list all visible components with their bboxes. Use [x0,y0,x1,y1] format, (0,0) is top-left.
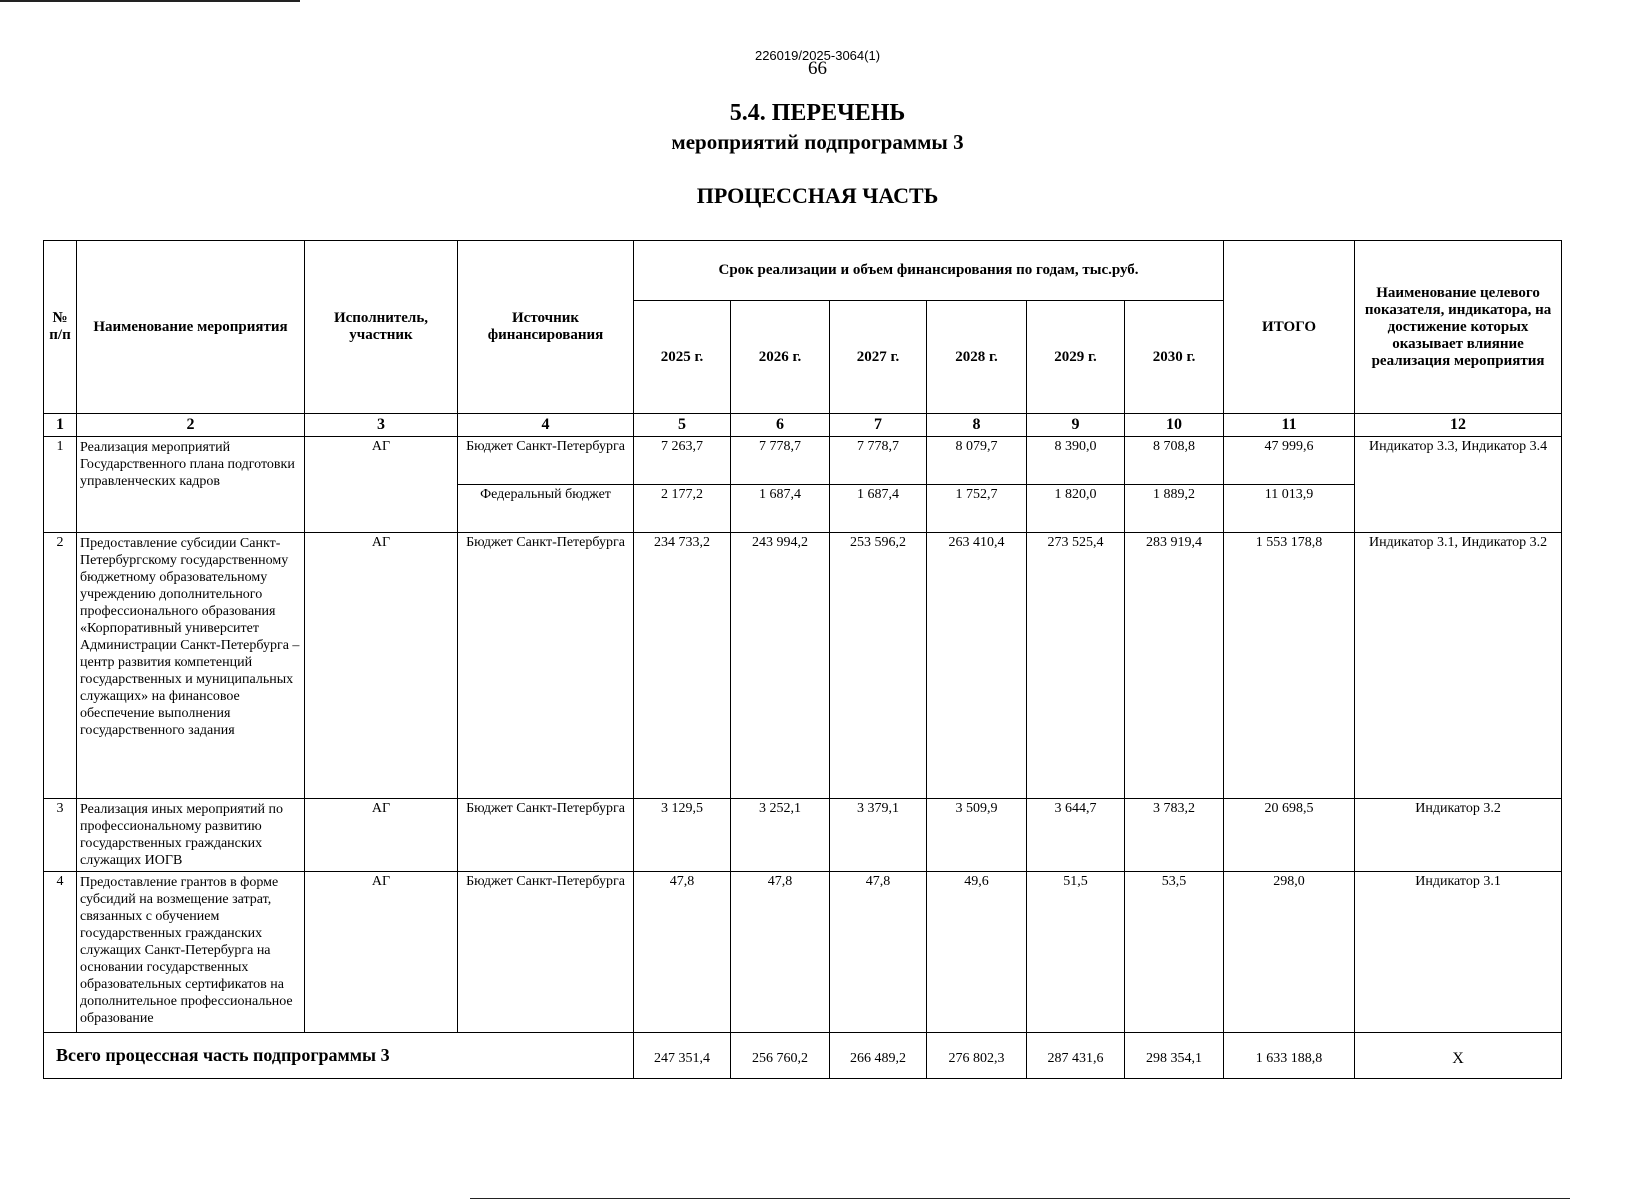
column-number: 4 [458,414,634,437]
row-value-2025: 7 263,7 [634,437,731,485]
row-source: Федеральный бюджет [458,485,634,533]
row-value-2029: 1 820,0 [1027,485,1125,533]
column-number-row [44,414,1562,437]
row-value-2026: 243 994,2 [731,533,830,799]
row-value-2029: 3 644,7 [1027,799,1125,872]
row-total: 1 553 178,8 [1224,533,1355,799]
header-year-2029: 2029 г. [1027,301,1125,414]
column-number: 7 [830,414,927,437]
row-source: Бюджет Санкт-Петербурга [458,437,634,485]
row-num: 2 [44,533,77,799]
row-value-2030: 8 708,8 [1125,437,1224,485]
row-name: Предоставление субсидии Санкт-Петербургскому государственному бюджетному образовательному учреждению дополнительного профессионального образования «Корпоративный университет Администрации Санкт-Петербурга – центр развития компетенций государственных и муниципальных служащих» на финансовое обеспечение выполнения государственного задания [77,533,305,799]
row-value-2027: 7 778,7 [830,437,927,485]
section-title: 5.4. ПЕРЕЧЕНЬ [729,100,906,126]
row-value-2027: 1 687,4 [830,485,927,533]
row-total: 11 013,9 [1224,485,1355,533]
part-title: ПРОЦЕССНАЯ ЧАСТЬ [696,183,939,208]
row-value-2027: 253 596,2 [830,533,927,799]
column-number: 1 [44,414,77,437]
row-value-2025: 234 733,2 [634,533,731,799]
row-name: Реализация иных мероприятий по профессиональному развитию государственных гражданских служащих ИОГВ [77,799,305,872]
row-indicator: Индикатор 3.2 [1355,799,1562,872]
row-value-2027: 47,8 [830,872,927,1033]
row-value-2028: 49,6 [927,872,1027,1033]
header-num: № п/п [44,241,77,414]
funding-table [43,240,1562,1079]
total-value-2030: 298 354,1 [1125,1033,1224,1079]
header-year-2025: 2025 г. [634,301,731,414]
header-year-2030: 2030 г. [1125,301,1224,414]
table-row [44,799,1562,872]
column-number: 11 [1224,414,1355,437]
row-value-2026: 1 687,4 [731,485,830,533]
column-number: 5 [634,414,731,437]
row-num: 3 [44,799,77,872]
column-number: 3 [305,414,458,437]
table-row [44,533,1562,799]
row-value-2028: 8 079,7 [927,437,1027,485]
row-total: 47 999,6 [1224,437,1355,485]
row-executor: АГ [305,799,458,872]
column-number: 8 [927,414,1027,437]
row-value-2026: 3 252,1 [731,799,830,872]
table-row [44,437,1562,485]
grand-total: 1 633 188,8 [1224,1033,1355,1079]
row-name: Предоставление грантов в форме субсидий на возмещение затрат, связанных с обучением государственных гражданских служащих Санкт-Петербурга на основании государственных образовательных сертификатов на дополнительное профессиональное образование [77,872,305,1033]
row-value-2030: 53,5 [1125,872,1224,1033]
row-indicator: Индикатор 3.1 [1355,872,1562,1033]
column-number: 10 [1125,414,1224,437]
row-source: Бюджет Санкт-Петербурга [458,799,634,872]
row-indicator: Индикатор 3.1, Индикатор 3.2 [1355,533,1562,799]
row-value-2029: 51,5 [1027,872,1125,1033]
page-number: 66 [808,58,827,79]
total-row [44,1033,1562,1079]
row-value-2025: 2 177,2 [634,485,731,533]
table-row [44,872,1562,1033]
row-value-2029: 273 525,4 [1027,533,1125,799]
total-value-2026: 256 760,2 [731,1033,830,1079]
row-num: 1 [44,437,77,533]
row-executor: АГ [305,872,458,1033]
row-value-2030: 283 919,4 [1125,533,1224,799]
row-indicator: Индикатор 3.3, Индикатор 3.4 [1355,437,1562,533]
row-value-2028: 3 509,9 [927,799,1027,872]
row-value-2025: 47,8 [634,872,731,1033]
total-value-2029: 287 431,6 [1027,1033,1125,1079]
row-name: Реализация мероприятий Государственного плана подготовки управленческих кадров [77,437,305,533]
scan-edge-bottom [470,1198,1570,1199]
row-value-2029: 8 390,0 [1027,437,1125,485]
header-year-2028: 2028 г. [927,301,1027,414]
column-number: 12 [1355,414,1562,437]
total-label: Всего процессная часть подпрограммы 3 [44,1033,634,1079]
row-total: 20 698,5 [1224,799,1355,872]
total-value-2025: 247 351,4 [634,1033,731,1079]
total-value-2028: 276 802,3 [927,1033,1027,1079]
header-year-2027: 2027 г. [830,301,927,414]
row-value-2027: 3 379,1 [830,799,927,872]
column-number: 2 [77,414,305,437]
header-period: Срок реализации и объем финансирования по годам, тыс.руб. [634,241,1224,301]
row-value-2028: 1 752,7 [927,485,1027,533]
row-source: Бюджет Санкт-Петербурга [458,872,634,1033]
row-value-2028: 263 410,4 [927,533,1027,799]
total-indicator: Х [1355,1033,1562,1079]
row-value-2030: 3 783,2 [1125,799,1224,872]
header-executor: Исполнитель, участник [305,241,458,414]
header-year-2026: 2026 г. [731,301,830,414]
row-value-2025: 3 129,5 [634,799,731,872]
row-value-2026: 47,8 [731,872,830,1033]
total-value-2027: 266 489,2 [830,1033,927,1079]
row-executor: АГ [305,437,458,533]
row-total: 298,0 [1224,872,1355,1033]
column-number: 6 [731,414,830,437]
section-subtitle: мероприятий подпрограммы 3 [671,130,964,154]
document-number: 226019/2025-3064(1) [754,48,881,63]
header-name: Наименование мероприятия [77,241,305,414]
header-total: ИТОГО [1224,241,1355,414]
row-value-2030: 1 889,2 [1125,485,1224,533]
header-indicator: Наименование целевого показателя, индикатора, на достижение которых оказывает влияние реализация мероприятия [1355,241,1562,414]
row-value-2026: 7 778,7 [731,437,830,485]
row-num: 4 [44,872,77,1033]
column-number: 9 [1027,414,1125,437]
row-executor: АГ [305,533,458,799]
scan-edge-top [0,0,300,2]
row-source: Бюджет Санкт-Петербурга [458,533,634,799]
header-source: Источник финансирования [458,241,634,414]
